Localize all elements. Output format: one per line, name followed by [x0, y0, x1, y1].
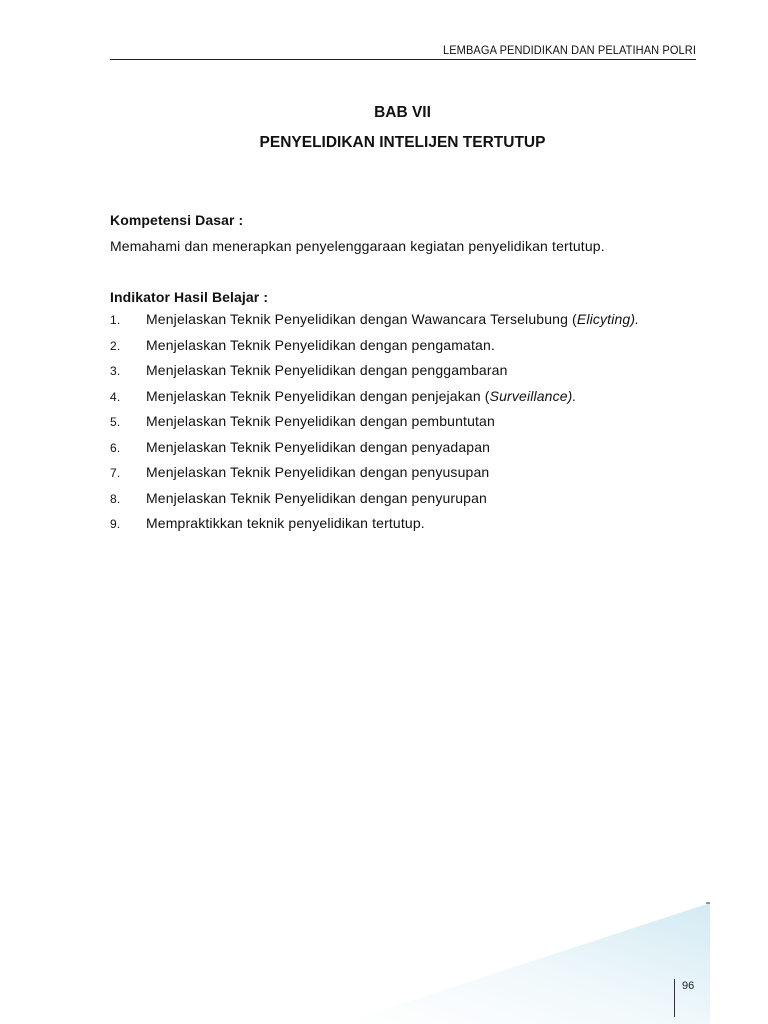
- indicator-number: 3.: [110, 364, 121, 378]
- indicator-number: 8.: [110, 491, 121, 506]
- indicator-number: 4.: [110, 389, 121, 404]
- indicator-number: 1.: [110, 313, 121, 327]
- indicator-text: Menjelaskan Teknik Penyelidikan dengan penyurupan: [146, 489, 487, 506]
- indicator-text: Menjelaskan Teknik Penyelidikan dengan penjejakan (Surveillance).: [146, 387, 577, 404]
- indicator-italic-term: Elicyting).: [576, 311, 640, 327]
- indicator-text: Menjelaskan Teknik Penyelidikan dengan pembuntutan: [146, 413, 495, 429]
- indicator-text: Menjelaskan Teknik Penyelidikan dengan penyadapan: [146, 438, 491, 455]
- competency-text: Memahami dan menerapkan penyelenggaraan kegiatan penyelidikan tertutup.: [110, 238, 605, 254]
- chapter-number: BAB VII: [374, 104, 431, 121]
- chapter-title: PENYELIDIKAN INTELIJEN TERTUTUP: [259, 134, 546, 151]
- indicator-number: 7.: [110, 466, 121, 480]
- competency-heading: Kompetensi Dasar :: [110, 212, 244, 228]
- indicator-text: Menjelaskan Teknik Penyelidikan dengan pengamatan.: [146, 336, 495, 353]
- indicator-number: 2.: [110, 338, 121, 353]
- corner-triangle: [340, 903, 710, 1024]
- indicator-number: 6.: [110, 440, 121, 455]
- indicator-number: 9.: [110, 517, 121, 531]
- page-number: 96: [682, 980, 695, 992]
- indicator-italic-term: Surveillance).: [489, 387, 577, 404]
- header-institution: LEMBAGA PENDIDIKAN DAN PELATIHAN POLRI: [443, 43, 696, 57]
- indicators-heading: Indikator Hasil Belajar :: [110, 289, 269, 305]
- indicator-text: Menjelaskan Teknik Penyelidikan dengan Wawancara Terselubung (Elicyting).: [146, 311, 640, 327]
- indicator-text: Mempraktikkan teknik penyelidikan tertutup.: [146, 515, 425, 531]
- page-number-bar: [674, 979, 675, 1017]
- indicator-text: Menjelaskan Teknik Penyelidikan dengan penggambaran: [146, 362, 508, 378]
- indicator-text: Menjelaskan Teknik Penyelidikan dengan penyusupan: [146, 464, 490, 480]
- indicator-number: 5.: [110, 415, 121, 429]
